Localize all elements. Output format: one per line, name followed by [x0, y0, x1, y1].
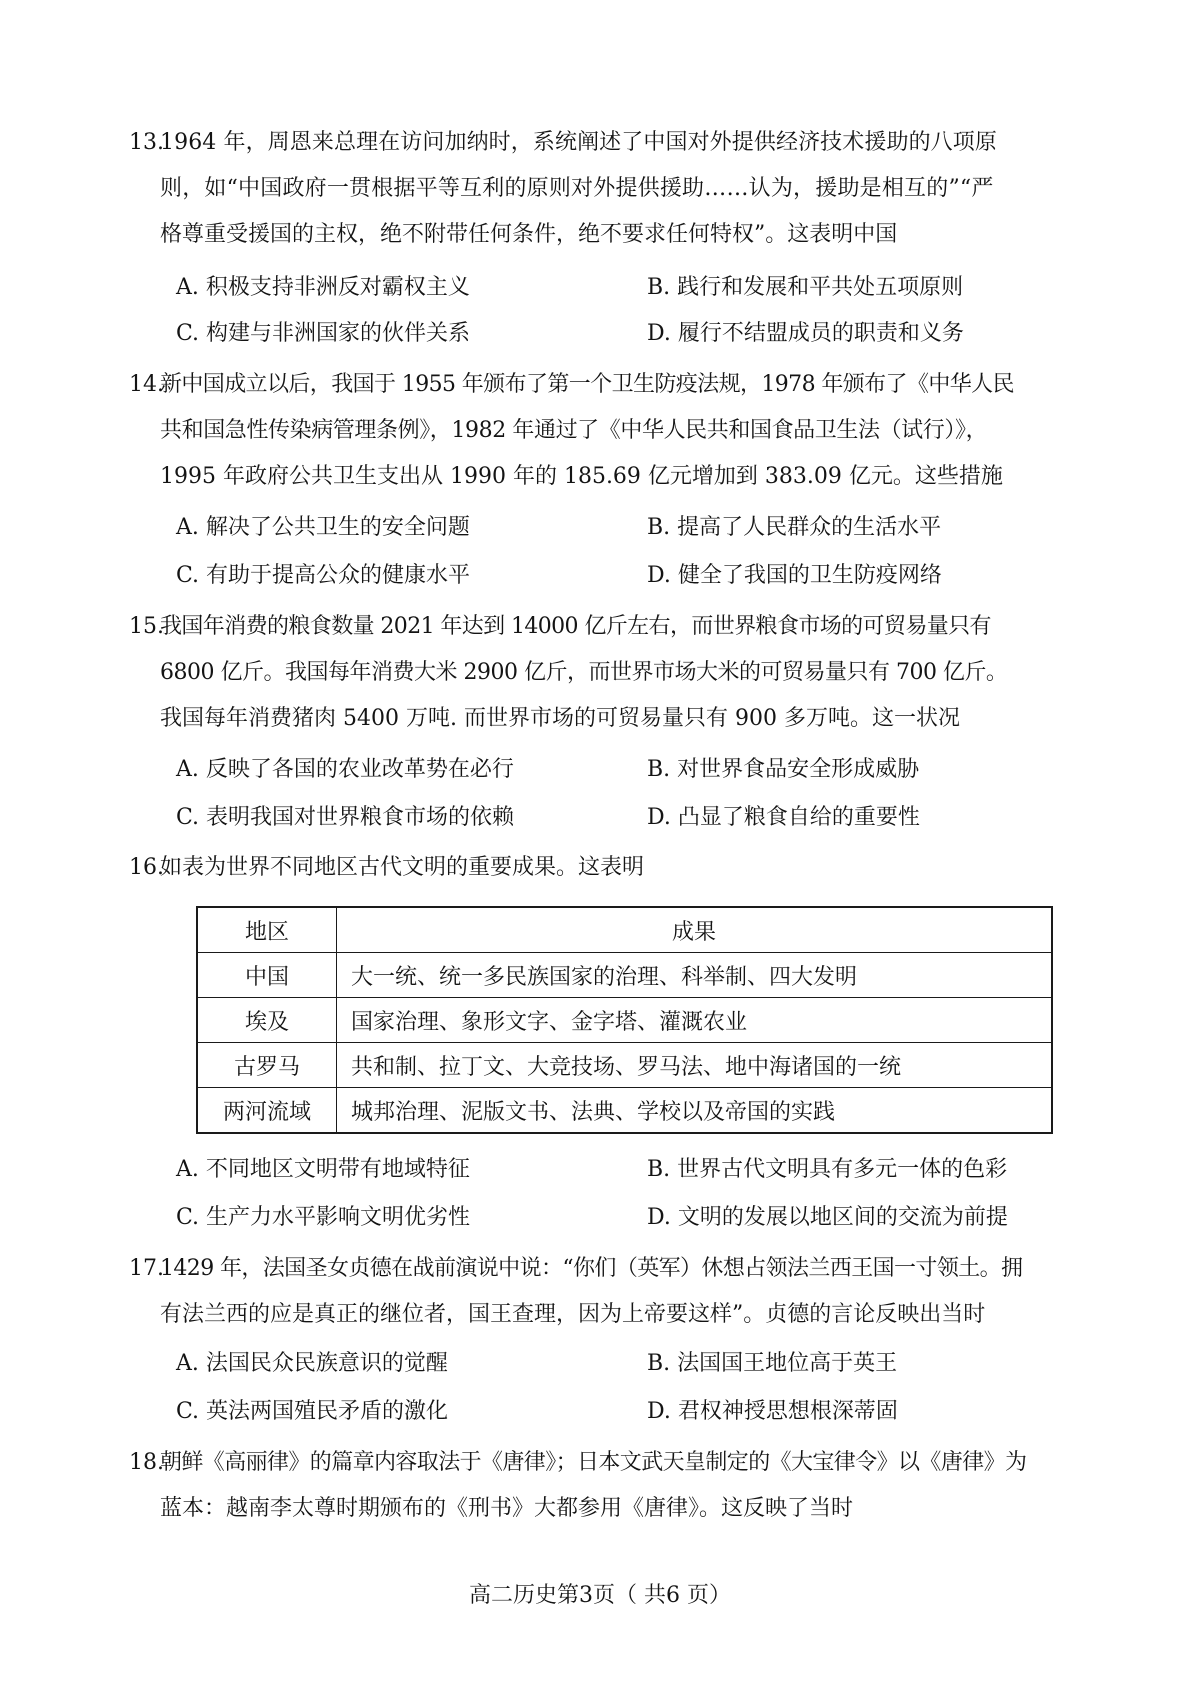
option-b: B. 提高了人民群众的生活水平	[647, 515, 942, 540]
option-d: D. 君权神授思想根深蒂固	[647, 1399, 898, 1424]
question-number: 15.	[129, 614, 164, 639]
question-number: 14.	[129, 372, 164, 397]
table-cell-region: 古罗马	[197, 1043, 337, 1088]
option-d: D. 健全了我国的卫生防疫网络	[647, 563, 942, 588]
question-stem	[129, 845, 1060, 891]
table-header-achievement: 成果	[337, 907, 1053, 953]
table-row	[197, 1088, 1052, 1134]
question-number: 16.	[129, 855, 164, 880]
civilization-table	[196, 906, 1053, 1134]
stem-line: 朝鲜《高丽律》的篇章内容取法于《唐律》；日本文武天皇制定的《大宝律令》以《唐律》为	[160, 1450, 1027, 1475]
stem-line: 有法兰西的应是真正的继位者，国王查理，因为上帝要这样”。贞德的言论反映出当时	[160, 1302, 986, 1327]
page-footer: 高二历史第3页（ 共6 页）	[469, 1583, 731, 1608]
stem-line: 格尊重受援国的主权，绝不附带任何条件，绝不要求任何特权”。这表明中国	[160, 222, 898, 247]
table-cell-achievement: 国家治理、象形文字、金字塔、灌溉农业	[337, 998, 1053, 1043]
question-stem	[129, 1246, 1060, 1338]
table-cell-achievement: 共和制、拉丁文、大竞技场、罗马法、地中海诸国的一统	[337, 1043, 1053, 1088]
option-a: A. 法国民众民族意识的觉醒	[176, 1351, 448, 1376]
option-d: D. 凸显了粮食自给的重要性	[647, 805, 920, 830]
option-c: C. 构建与非洲国家的伙伴关系	[176, 321, 471, 346]
table-cell-region: 中国	[197, 953, 337, 998]
table-cell-region: 埃及	[197, 998, 337, 1043]
table-cell-achievement: 城邦治理、泥版文书、法典、学校以及帝国的实践	[337, 1088, 1053, 1134]
stem-line: 共和国急性传染病管理条例》，1982 年通过了《中华人民共和国食品卫生法（试行）》，	[160, 418, 988, 443]
option-a: A. 解决了公共卫生的安全问题	[176, 515, 470, 540]
stem-line: 1429 年，法国圣女贞德在战前演说中说：“你们（英军）休想占领法兰西王国一寸领土。拥	[160, 1256, 1023, 1281]
table-header-region: 地区	[197, 907, 337, 953]
table-row	[197, 1043, 1052, 1088]
question-number: 13.	[129, 130, 164, 155]
option-c: C. 有助于提高公众的健康水平	[176, 563, 471, 588]
option-a: A. 反映了各国的农业改革势在必行	[176, 757, 514, 782]
option-c: C. 表明我国对世界粮食市场的依赖	[176, 805, 515, 830]
table-row	[197, 998, 1052, 1043]
stem-line: 我国年消费的粮食数量 2021 年达到 14000 亿斤左右，而世界粮食市场的可贸易量只有	[160, 614, 991, 639]
table-cell-region: 两河流域	[197, 1088, 337, 1134]
stem-line: 新中国成立以后，我国于 1955 年颁布了第一个卫生防疫法规，1978 年颁布了《中华人民	[160, 372, 1014, 397]
stem-line: 6800 亿斤。我国每年消费大米 2900 亿斤，而世界市场大米的可贸易量只有 700 亿斤。	[160, 660, 1008, 685]
question-stem	[129, 1440, 1060, 1532]
option-b: B. 世界古代文明具有多元一体的色彩	[647, 1157, 1008, 1182]
stem-line: 1995 年政府公共卫生支出从 1990 年的 185.69 亿元增加到 383.09 亿元。这些措施	[160, 464, 1003, 489]
option-a: A. 不同地区文明带有地域特征	[176, 1157, 470, 1182]
table-header-row	[197, 907, 1052, 953]
question-number: 18.	[129, 1450, 164, 1475]
option-c: C. 英法两国殖民矛盾的激化	[176, 1399, 449, 1424]
stem-line: 则，如“中国政府一贯根据平等互利的原则对外提供援助……认为，援助是相互的”“严	[160, 176, 994, 201]
question-stem	[129, 120, 1060, 258]
table-row	[197, 953, 1052, 998]
stem-line: 蓝本：越南李太尊时期颁布的《刑书》大都参用《唐律》。这反映了当时	[160, 1496, 854, 1521]
option-a: A. 积极支持非洲反对霸权主义	[176, 275, 470, 300]
stem-line: 我国每年消费猪肉 5400 万吨. 而世界市场的可贸易量只有 900 多万吨。这一状况	[160, 706, 960, 731]
option-b: B. 法国国王地位高于英王	[647, 1351, 898, 1376]
question-stem	[129, 362, 1060, 500]
table-cell-achievement: 大一统、统一多民族国家的治理、科举制、四大发明	[337, 953, 1053, 998]
option-b: B. 对世界食品安全形成威胁	[647, 757, 920, 782]
option-b: B. 践行和发展和平共处五项原则	[647, 275, 964, 300]
stem-line: 1964 年，周恩来总理在访问加纳时，系统阐述了中国对外提供经济技术援助的八项原	[160, 130, 997, 155]
option-d: D. 履行不结盟成员的职责和义务	[647, 321, 964, 346]
option-d: D. 文明的发展以地区间的交流为前提	[647, 1205, 1008, 1230]
option-c: C. 生产力水平影响文明优劣性	[176, 1205, 471, 1230]
stem-line: 如表为世界不同地区古代文明的重要成果。这表明	[160, 855, 645, 880]
question-stem	[129, 604, 1060, 742]
question-number: 17.	[129, 1256, 164, 1281]
